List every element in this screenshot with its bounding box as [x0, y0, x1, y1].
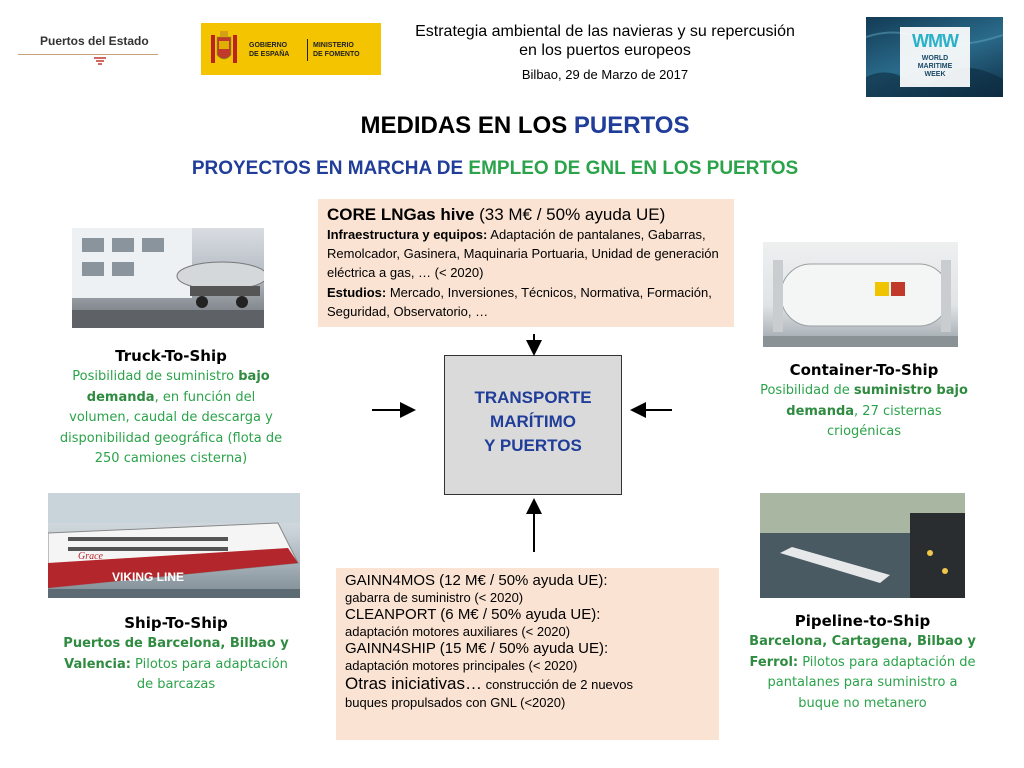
truck-text-1: Posibilidad de suministro	[72, 369, 239, 384]
otras-text: construcción de 2 nuevos	[481, 677, 634, 692]
pipeline-text-2: Pilotos para adaptación de pantalanes para suministro a buque no metanero	[767, 654, 976, 711]
cleanport-title: CLEANPORT (6 M€ / 50% ayuda UE):	[345, 606, 601, 623]
gainn4ship-text: adaptación motores principales (< 2020)	[345, 658, 578, 673]
sub-title-part1: PROYECTOS EN MARCHA DE	[191, 158, 469, 179]
gainn4ship-title: GAINN4SHIP (15 M€ / 50% ayuda UE):	[345, 640, 609, 657]
header-title-line2: en los puertos europeos	[519, 42, 691, 59]
otras-line	[345, 674, 710, 694]
ship-name-text: Grace	[78, 551, 103, 562]
cleanport-text: adaptación motores auxiliares (< 2020)	[345, 624, 571, 639]
otras-title: Otras iniciativas…	[345, 674, 482, 693]
ship-text-bold: Puertos de Barcelona, Bilbao y Valencia:	[63, 636, 289, 672]
ship-to-ship-title: Ship-To-Ship	[124, 614, 228, 632]
projects-box	[336, 568, 719, 740]
center-line1: TRANSPORTE	[474, 388, 592, 407]
gainn4mos-text: gabarra de suministro (< 2020)	[345, 590, 524, 605]
truck-text-bold: bajo demanda	[86, 369, 270, 405]
gobierno-text: GOBIERNO DE ESPAÑA	[249, 42, 290, 58]
sub-title-part2: EMPLEO DE GNL EN LOS PUERTOS	[468, 158, 799, 179]
core-name: CORE LNGas hive	[327, 205, 475, 224]
container-text-1: Posibilidad de	[760, 383, 854, 398]
center-line2: MARÍTIMO	[490, 412, 576, 431]
truck-to-ship-title: Truck-To-Ship	[115, 347, 227, 365]
container-to-ship-title: Container-To-Ship	[789, 361, 939, 379]
core-funding: (33 M€ / 50% ayuda UE)	[474, 205, 666, 224]
core-infra-text: Adaptación de pantalanes, Gabarras, Remolcador, Gasinera, Maquinaria Portuaria, Unidad de generación eléctrica a gas, … (< 2020)	[327, 227, 719, 281]
ship-brand-text: VIKING LINE	[112, 570, 185, 584]
puertos-del-estado-text: Puertos del Estado	[40, 34, 149, 48]
header-date: Bilbao, 29 de Marzo de 2017	[521, 67, 689, 82]
otras-text2: buques propulsados con GNL (<2020)	[345, 695, 566, 710]
core-studies-text: Mercado, Inversiones, Técnicos, Normativa, Formación, Seguridad, Observatorio, …	[327, 284, 712, 319]
pipeline-to-ship-title: Pipeline-to-Ship	[794, 612, 931, 630]
wmw-mark: WMW	[912, 31, 958, 51]
truck-text-2: , en función del volumen, caudal de descarga y disponibilidad geográfica (flota de 250 camiones cisterna)	[59, 389, 283, 466]
gainn4mos-title: GAINN4MOS (12 M€ / 50% ayuda UE):	[345, 572, 608, 589]
main-title-part2: PUERTOS	[573, 112, 690, 139]
main-title-part1: MEDIDAS EN LOS	[360, 112, 574, 139]
pipeline-text-bold: Barcelona, Cartagena, Bilbao y Ferrol:	[749, 634, 976, 670]
container-text-bold: suministro bajo demanda	[786, 383, 968, 419]
wmw-text: WORLD MARITIME WEEK	[917, 55, 953, 78]
container-text-2: , 27 cisternas criogénicas	[826, 403, 942, 439]
core-infra-label: Infraestructura y equipos:	[327, 227, 488, 242]
ministerio-text: MINISTERIO DE FOMENTO	[313, 42, 360, 58]
ship-text-2: Pilotos para adaptación de barcazas	[130, 656, 288, 692]
core-studies-label: Estudios:	[327, 284, 387, 300]
center-line3: Y PUERTOS	[484, 436, 582, 455]
header-title-line1: Estrategia ambiental de las navieras y su repercusión	[415, 23, 795, 40]
